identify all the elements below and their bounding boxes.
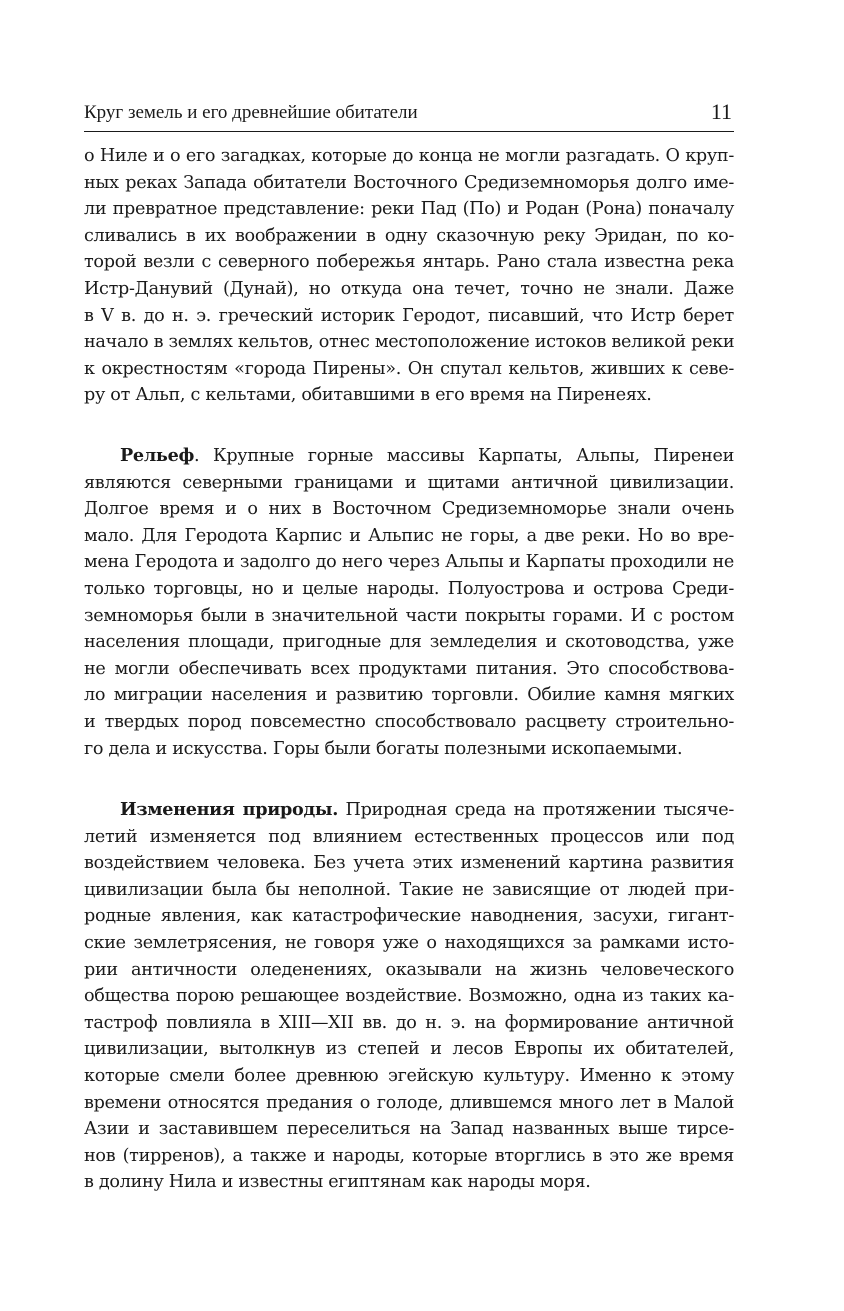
text-run: Природная среда на протяжении тысяче- bbox=[338, 800, 734, 820]
text-line: общества порою решающее воздействие. Возможно, одна из таких ка- bbox=[84, 986, 734, 1007]
text-line: воздействием человека. Без учета этих изменений картина развития bbox=[84, 853, 734, 874]
text-line: мена Геродота и задолго до него через Альпы и Карпаты проходили не bbox=[84, 552, 734, 573]
text-line: ных реках Запада обитатели Восточного Средиземноморья долго име- bbox=[84, 172, 734, 193]
text-line: сливались в их воображении в одну сказочную реку Эридан, по ко- bbox=[84, 225, 734, 246]
text-line: начало в землях кельтов, отнес местоположение истоков великой реки bbox=[84, 332, 735, 353]
running-header-title: Круг земель и его древнейшие обитатели bbox=[84, 102, 418, 123]
text-line: ские землетрясения, не говоря уже о находящихся за рамками исто- bbox=[84, 932, 734, 953]
paragraph-nature-changes bbox=[84, 797, 734, 1196]
text-line: земноморья были в значительной части покрыты горами. И с ростом bbox=[84, 605, 734, 626]
section-lead-relief: Рельеф bbox=[120, 445, 195, 466]
text-line: рии античности оледенениях, оказывали на жизнь человеческого bbox=[84, 959, 734, 980]
page-content bbox=[84, 0, 734, 1311]
paragraph-rivers bbox=[84, 143, 734, 409]
text-line: в долину Нила и известны египтянам как народы моря. bbox=[84, 1172, 591, 1193]
text-line: цивилизации была бы неполной. Такие не зависящие от людей при- bbox=[84, 879, 734, 900]
running-header bbox=[84, 101, 734, 132]
text-line: в V в. до н. э. греческий историк Геродот, писавший, что Истр берет bbox=[84, 305, 734, 326]
text-line: ли превратное представление: реки Пад (По) и Родан (Рона) поначалу bbox=[84, 199, 734, 220]
text-line bbox=[84, 797, 734, 824]
text-line: нов (тирренов), а также и народы, которые вторглись в это же время bbox=[84, 1145, 734, 1166]
text-line bbox=[84, 443, 734, 470]
text-line: являются северными границами и щитами античной цивилизации. bbox=[84, 472, 734, 493]
text-line: летий изменяется под влиянием естественных процессов или под bbox=[84, 826, 734, 847]
text-line: го дела и искусства. Горы были богаты полезными ископаемыми. bbox=[84, 738, 683, 759]
text-line: о Ниле и о его загадках, которые до конца не могли разгадать. О круп- bbox=[84, 146, 734, 166]
paragraph-relief bbox=[84, 443, 734, 762]
text-line: Азии и заставившем переселиться на Запад названных выше тирсе- bbox=[84, 1119, 734, 1140]
section-lead-nature-changes: Изменения природы. bbox=[120, 799, 339, 820]
text-line: торой везли с северного побережья янтарь. Рано стала известна река bbox=[84, 252, 734, 273]
text-line: ру от Альп, с кельтами, обитавшими в его время на Пиренеях. bbox=[84, 385, 652, 406]
text-line: населения площади, пригодные для земледелия и скотоводства, уже bbox=[84, 632, 734, 653]
text-line: Истр-Данувий (Дунай), но откуда она течет, точно не знали. Даже bbox=[84, 278, 734, 299]
text-line: родные явления, как катастрофические наводнения, засухи, гигант- bbox=[84, 906, 734, 927]
text-line: и твердых пород повсеместно способствовало расцвету строительно- bbox=[84, 711, 734, 732]
text-line: которые смели более древнюю эгейскую культуру. Именно к этому bbox=[84, 1065, 734, 1086]
text-line: ло миграции населения и развитию торговли. Обилие камня мягких bbox=[84, 685, 734, 706]
text-line: не могли обеспечивать всех продуктами питания. Это способствова- bbox=[84, 658, 734, 679]
text-line: только торговцы, но и целые народы. Полуострова и острова Среди- bbox=[84, 578, 734, 599]
text-line: Долгое время и о них в Восточном Средиземноморье знали очень bbox=[84, 499, 734, 520]
text-line: цивилизации, вытолкнув из степей и лесов Европы их обитателей, bbox=[84, 1039, 734, 1060]
text-line: тастроф повлияла в XIII—XII вв. до н. э. на формирование античной bbox=[84, 1012, 734, 1033]
text-run: . Крупные горные массивы Карпаты, Альпы, Пиренеи bbox=[194, 446, 734, 466]
text-line: к окрестностям «города Пирены». Он спутал кельтов, живших к севе- bbox=[84, 358, 734, 379]
page-number: 11 bbox=[710, 99, 732, 124]
text-line: времени относятся предания о голоде, длившемся много лет в Малой bbox=[84, 1092, 734, 1113]
text-line: мало. Для Геродота Карпис и Альпис не горы, а две реки. Но во вре- bbox=[84, 525, 734, 546]
